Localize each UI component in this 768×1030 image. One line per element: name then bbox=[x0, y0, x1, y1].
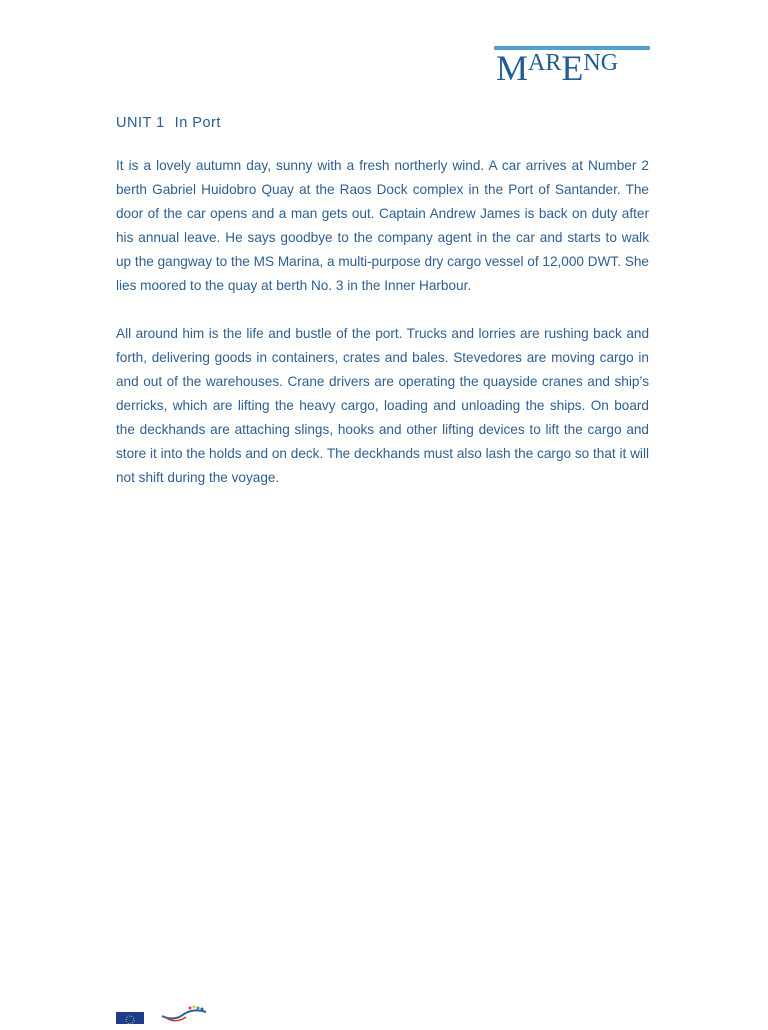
paragraph-intro: It is a lovely autumn day, sunny with a fresh northerly wind. A car arrives at Number 2 berth Gabriel Huidobro Quay at the Raos Dock complex in the Port of Santander. The door of the car opens and a man gets out. Captain Andrew James is back on duty after his annual leave. He says goodbye to the company agent in the car and starts to walk up the gangway to the MS Marina, a multi-purpose dry cargo vessel of 12,000 DWT. She lies moored to the quay at berth No. 3 in the Inner Harbour. bbox=[116, 158, 649, 293]
program-logo-icon bbox=[160, 1004, 208, 1024]
unit-title: In Port bbox=[174, 115, 221, 131]
eu-flag-icon bbox=[116, 1012, 144, 1024]
logo-letter-e: E bbox=[561, 48, 584, 88]
logo-letters-ng: NG bbox=[583, 49, 619, 76]
unit-number: UNIT 1 bbox=[116, 115, 165, 131]
unit-heading bbox=[116, 115, 221, 131]
logo-text bbox=[496, 50, 618, 86]
logo-letters-ar: AR bbox=[528, 49, 562, 76]
mareng-logo bbox=[494, 46, 650, 88]
paragraph-port-bustle: All around him is the life and bustle of the port. Trucks and lorries are rushing back and forth, delivering goods in containers, crates and bales. Stevedores are moving cargo in and out of the warehouses. Crane drivers are operating the quayside cranes and ship’s derricks, which are lifting the heavy cargo, loading and unloading the ships. On board the deckhands are attaching slings, hooks and other lifting devices to lift the cargo and store it into the holds and on deck. The deckhands must also lash the cargo so that it will not shift during the voyage. bbox=[116, 326, 649, 485]
logo-letter-m: M bbox=[496, 48, 529, 88]
